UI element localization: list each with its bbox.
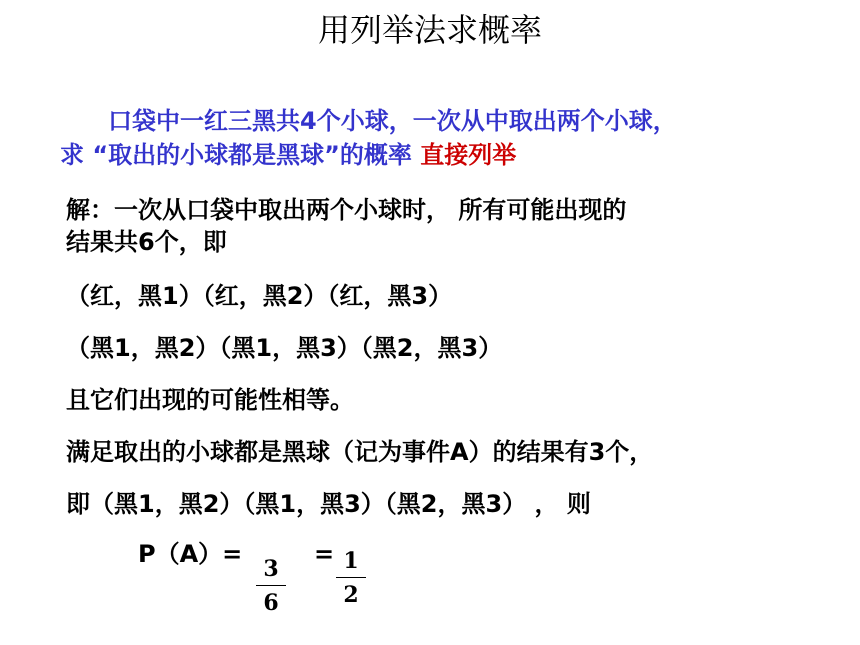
fraction-numerator: 3 bbox=[263, 556, 279, 582]
problem-question: 求 “取出的小球都是黑球”的概率 bbox=[60, 141, 412, 169]
fraction-one-half bbox=[336, 548, 366, 608]
favorable-outcomes: 即（黑1，黑2）（黑1，黑3）（黑2，黑3） ， 则 bbox=[66, 490, 591, 518]
fraction-bar bbox=[336, 577, 366, 578]
outcomes-row-1: （红，黑1）（红，黑2）（红，黑3） bbox=[66, 282, 453, 310]
solution-line-2: 结果共6个，即 bbox=[66, 228, 227, 256]
fraction-numerator: 1 bbox=[343, 548, 359, 574]
solution-line-1: 解：一次从口袋中取出两个小球时， 所有可能出现的 bbox=[66, 196, 627, 224]
probability-lhs: P（A）= bbox=[138, 540, 243, 568]
fraction-denominator: 2 bbox=[343, 582, 359, 608]
fraction-bar bbox=[256, 585, 286, 586]
equal-likelihood-statement: 且它们出现的可能性相等。 bbox=[66, 386, 354, 414]
method-label: 直接列举 bbox=[420, 141, 517, 169]
equals-sign: = bbox=[314, 540, 335, 568]
outcomes-row-2: （黑1，黑2）（黑1，黑3）（黑2，黑3） bbox=[66, 334, 503, 362]
fraction-denominator: 6 bbox=[263, 590, 279, 616]
page-title: 用列举法求概率 bbox=[317, 11, 542, 49]
fraction-three-sixths bbox=[256, 556, 286, 616]
problem-statement bbox=[60, 104, 820, 172]
event-statement: 满足取出的小球都是黑球（记为事件A）的结果有3个， bbox=[66, 438, 654, 466]
problem-line-1: 口袋中一红三黑共4个小球，一次从中取出两个小球， bbox=[108, 107, 677, 135]
problem-line-2 bbox=[60, 138, 820, 172]
